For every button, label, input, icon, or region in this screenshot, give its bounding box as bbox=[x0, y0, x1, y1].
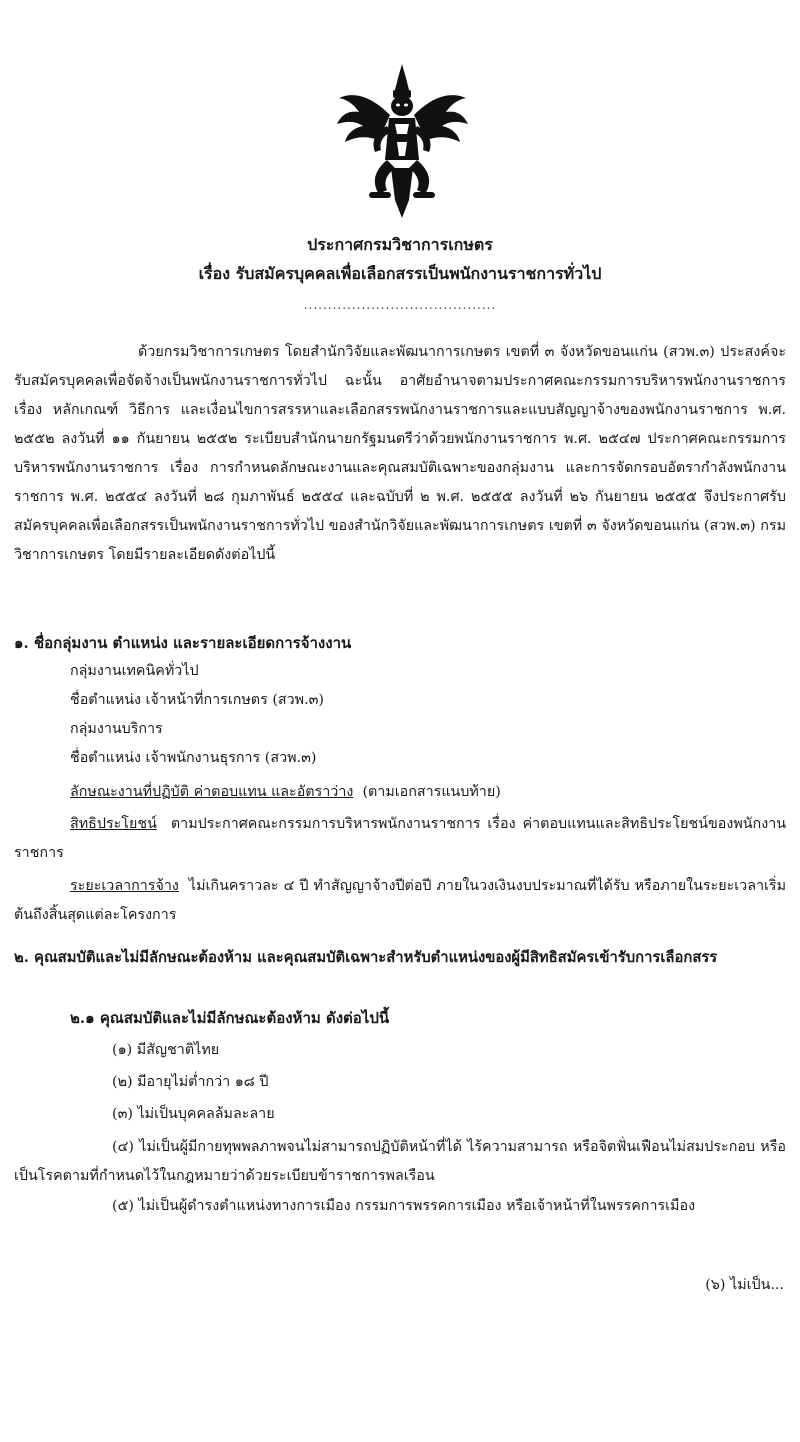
job-group-technical: กลุ่มงานเทคนิคทั่วไป bbox=[70, 663, 199, 679]
announcement-subject: เรื่อง รับสมัครบุคคลเพื่อเลือกสรรเป็นพนักงานราชการทั่วไป bbox=[198, 264, 602, 283]
section-1-heading: ๑. ชื่อกลุ่มงาน ตำแหน่ง และรายละเอียดการจ้างงาน bbox=[14, 634, 352, 652]
intro-paragraph: ด้วยกรมวิชาการเกษตร โดยสำนักวิจัยและพัฒนาการเกษตร เขตที่ ๓ จังหวัดขอนแก่น (สวพ.๓) ประสงค์จะรับสมัครบุคคลเพื่อจัดจ้างเป็นพนักงานราชการทั่วไป ฉะนั้น อาศัยอำนาจตามประกาศคณะกรรมการบริหารพนักงานราชการ เรื่อง หลักเกณฑ์ วิธีการ และเงื่อนไขการสรรหาและเลือกสรรพนักงานราชการและแบบสัญญาจ้างของพนักงานราชการ พ.ศ. ๒๕๕๒ ลงวันที่ ๑๑ กันยายน ๒๕๕๒ ระเบียบสำนักนายกรัฐมนตรีว่าด้วยพนักงานราชการ พ.ศ. ๒๕๔๗ ประกาศคณะกรรมการบริหารพนักงานราชการ เรื่อง การกำหนดลักษณะงานและคุณสมบัติเฉพาะของกลุ่มงาน และการจัดกรอบอัตรากำลังพนักงานราชการ พ.ศ. ๒๕๕๔ ลงวันที่ ๒๘ กุมภาพันธ์ ๒๕๕๔ และฉบับที่ ๒ พ.ศ. ๒๕๕๕ ลงวันที่ ๒๖ กันยายน ๒๕๕๕ จึงประกาศรับสมัครบุคคลเพื่อเลือกสรรเป็นพนักงานราชการทั่วไป ของสำนักวิจัยและพัฒนาการเกษตร เขตที่ ๓ จังหวัดขอนแก่น (สวพ.๓) กรมวิชาการเกษตร โดยมีรายละเอียดดังต่อไปนี้ bbox=[14, 344, 786, 563]
position-admin-officer: ชื่อตำแหน่ง เจ้าพนักงานธุรการ (สวพ.๓) bbox=[70, 750, 317, 766]
section-2-1-heading: ๒.๑ คุณสมบัติและไม่มีลักษณะต้องห้าม ดังต่อไปนี้ bbox=[70, 1009, 390, 1027]
benefits-text: ตามประกาศคณะกรรมการบริหารพนักงานราชการ เรื่อง ค่าตอบแทนและสิทธิประโยชน์ของพนักงานราชการ bbox=[14, 816, 786, 861]
qualification-item: (๒) มีอายุไม่ต่ำกว่า ๑๘ ปี bbox=[112, 1074, 269, 1090]
position-agricultural-officer: ชื่อตำแหน่ง เจ้าหน้าที่การเกษตร (สวพ.๓) bbox=[70, 692, 324, 708]
qualification-item: (๔) ไม่เป็นผู้มีกายทุพพลภาพจนไม่สามารถปฏิบัติหน้าที่ได้ ไร้ความสามารถ หรือจิตฟั่นเฟือนไม่สมประกอบ หรือเป็นโรคตามที่กำหนดไว้ในกฎหมายว่าด้วยระเบียบข้าราชการพลเรือน bbox=[14, 1139, 786, 1184]
continuation-note: (๖) ไม่เป็น... bbox=[705, 1277, 784, 1293]
duties-label: ลักษณะงานที่ปฏิบัติ ค่าตอบแทน และอัตราว่าง bbox=[70, 784, 354, 800]
duties-line bbox=[70, 781, 501, 803]
garuda-emblem-icon bbox=[335, 60, 470, 220]
qualification-item: (๕) ไม่เป็นผู้ดำรงตำแหน่งทางการเมือง กรรมการพรรคการเมือง หรือเจ้าหน้าที่ในพรรคการเมือง bbox=[112, 1198, 696, 1214]
job-group-service: กลุ่มงานบริการ bbox=[70, 721, 163, 737]
term-label: ระยะเวลาการจ้าง bbox=[70, 878, 179, 894]
announcement-title: ประกาศกรมวิชาการเกษตร bbox=[307, 235, 493, 254]
qualification-item: (๓) ไม่เป็นบุคคลล้มละลาย bbox=[112, 1106, 275, 1122]
qualification-item: (๑) มีสัญชาติไทย bbox=[112, 1042, 220, 1058]
duties-note: (ตามเอกสารแนบท้าย) bbox=[362, 784, 501, 800]
benefits-label: สิทธิประโยชน์ bbox=[70, 816, 157, 832]
term-text: ไม่เกินคราวละ ๔ ปี ทำสัญญาจ้างปีต่อปี ภายในวงเงินงบประมาณที่ได้รับ หรือภายในระยะเวลาเริ่มต้นถึงสิ้นสุดแต่ละโครงการ bbox=[14, 878, 786, 923]
benefits-paragraph bbox=[14, 810, 786, 868]
title-separator: ........................................ bbox=[303, 298, 497, 312]
term-paragraph bbox=[14, 872, 786, 930]
section-2-heading: ๒. คุณสมบัติและไม่มีลักษณะต้องห้าม และคุณสมบัติเฉพาะสำหรับตำแหน่งของผู้มีสิทธิสมัครเข้ารับการเลือกสรร bbox=[14, 949, 718, 966]
